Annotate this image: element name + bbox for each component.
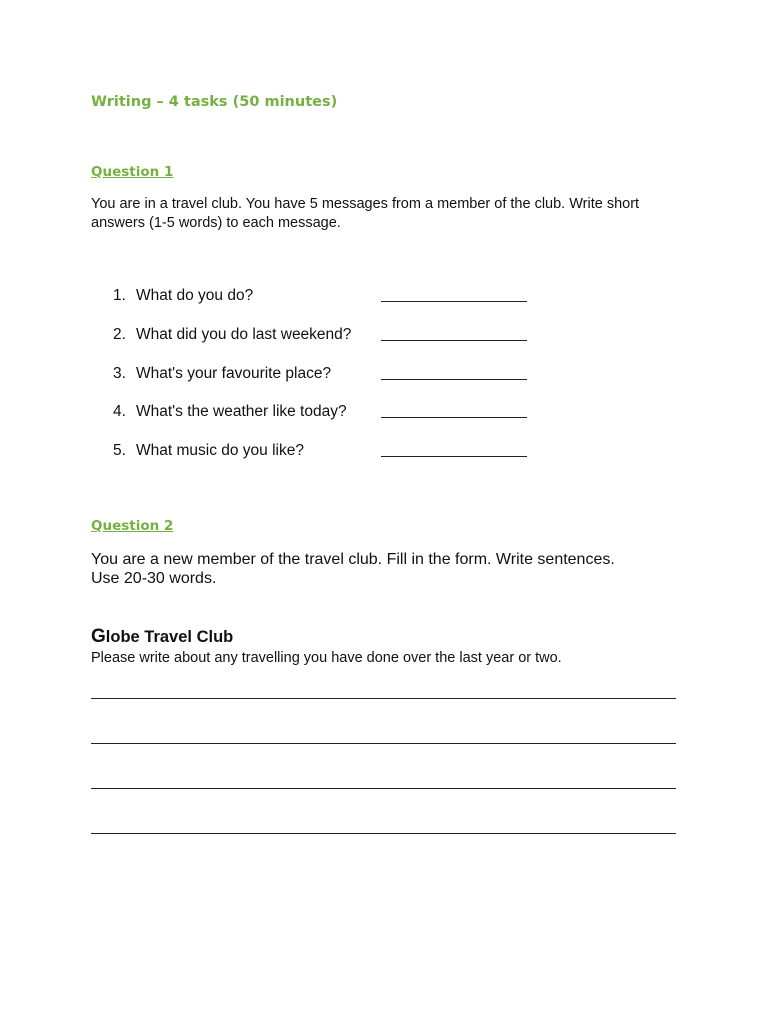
question-2-instructions (91, 550, 615, 588)
item-text: What did you do last weekend? (136, 326, 352, 343)
answer-blank[interactable] (381, 417, 527, 418)
question-1-instructions-line-1: You are in a travel club. You have 5 messages from a member of the club. Write short (91, 196, 640, 212)
answer-blank[interactable] (381, 379, 527, 380)
item-number: 4. (113, 403, 126, 420)
item-text: What's your favourite place? (136, 365, 332, 382)
form-title-initial: G (91, 626, 106, 647)
writing-line[interactable] (91, 698, 676, 699)
item-number: 1. (113, 287, 126, 304)
item-text: What's the weather like today? (136, 403, 347, 420)
question-2-instructions-line-2: Use 20-30 words. (91, 570, 217, 587)
question-1-item (113, 442, 533, 462)
form-prompt: Please write about any travelling you have done over the last year or two. (91, 650, 562, 666)
item-number: 2. (113, 326, 126, 343)
question-1-item (113, 403, 533, 423)
question-1-item (113, 365, 533, 385)
question-1-item (113, 326, 533, 346)
writing-line[interactable] (91, 833, 676, 834)
writing-line[interactable] (91, 788, 676, 789)
answer-blank[interactable] (381, 340, 527, 341)
question-1-item (113, 287, 533, 307)
form-title (91, 626, 233, 648)
item-number: 5. (113, 442, 126, 459)
writing-line[interactable] (91, 743, 676, 744)
form-title-rest: lobe Travel Club (105, 628, 234, 646)
item-text: What music do you like? (136, 442, 304, 459)
page-title: Writing – 4 tasks (50 minutes) (91, 94, 338, 110)
question-2-instructions-line-1: You are a new member of the travel club. Fill in the form. Write sentences. (91, 551, 615, 568)
answer-blank[interactable] (381, 456, 527, 457)
question-2-heading: Question 2 (91, 518, 174, 534)
item-text: What do you do? (136, 287, 254, 304)
question-1-heading: Question 1 (91, 164, 174, 180)
question-1-instructions (91, 195, 639, 233)
answer-blank[interactable] (381, 301, 527, 302)
item-number: 3. (113, 365, 126, 382)
question-1-instructions-line-2: answers (1-5 words) to each message. (91, 215, 341, 231)
